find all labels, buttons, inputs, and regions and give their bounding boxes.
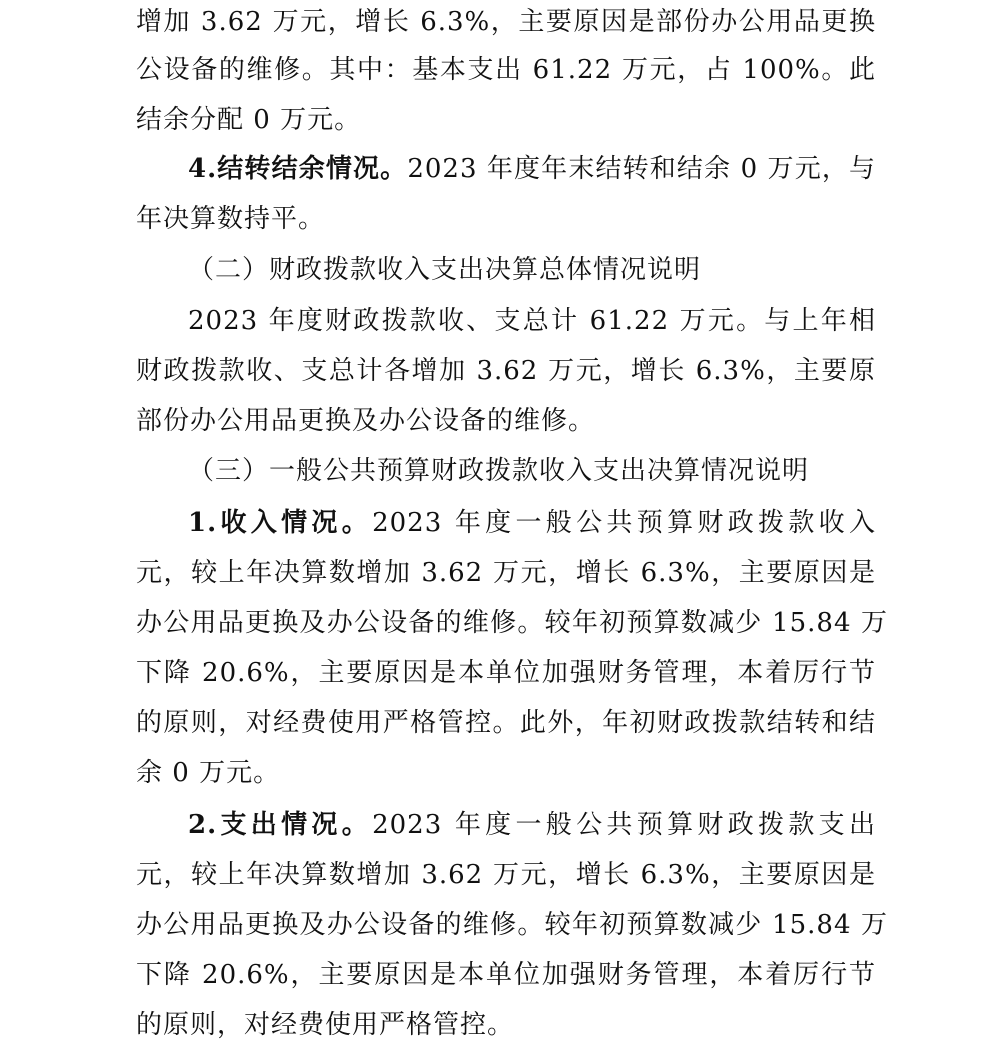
paragraph-line bbox=[136, 548, 876, 598]
paragraph-line bbox=[136, 850, 876, 900]
line-text: 办公用品更换及办公设备的维修。较年初预算数减少 15.84 万 bbox=[136, 608, 888, 638]
paragraph-line bbox=[188, 800, 876, 850]
section-lead: 1.收入情况。 bbox=[188, 508, 373, 538]
line-text: 年决算数持平。 bbox=[136, 204, 326, 234]
line-text: 2023 年度年末结转和结余 0 万元，与 bbox=[407, 154, 876, 184]
line-text: 的原则，对经费使用严格管控。 bbox=[136, 1010, 515, 1040]
section-heading bbox=[188, 446, 928, 496]
line-text: 结余分配 0 万元。 bbox=[136, 105, 362, 135]
line-text: 部份办公用品更换及办公设备的维修。 bbox=[136, 406, 596, 436]
paragraph-line bbox=[136, 648, 876, 698]
line-text: 2023 年度财政拨款收、支总计 61.22 万元。与上年相 bbox=[188, 306, 876, 336]
section-lead: 4.结转结余情况。 bbox=[188, 154, 408, 184]
paragraph-line bbox=[136, 698, 876, 748]
paragraph-line bbox=[136, 0, 876, 47]
paragraph-line bbox=[188, 144, 876, 194]
paragraph-line bbox=[136, 950, 876, 1000]
heading-text: （三）一般公共预算财政拨款收入支出决算情况说明 bbox=[188, 456, 810, 486]
paragraph-line bbox=[136, 598, 888, 648]
line-text: 财政拨款收、支总计各增加 3.62 万元，增长 6.3%，主要原 bbox=[136, 356, 876, 386]
paragraph-line bbox=[188, 498, 876, 548]
heading-text: （二）财政拨款收入支出决算总体情况说明 bbox=[188, 255, 702, 285]
paragraph-line bbox=[136, 95, 876, 145]
section-lead: 2.支出情况。 bbox=[188, 810, 373, 840]
paragraph-line bbox=[136, 900, 888, 950]
line-text: 元，较上年决算数增加 3.62 万元，增长 6.3%，主要原因是 bbox=[136, 558, 876, 588]
line-text: 办公用品更换及办公设备的维修。较年初预算数减少 15.84 万 bbox=[136, 910, 888, 940]
paragraph-line bbox=[136, 194, 876, 244]
section-heading bbox=[188, 245, 928, 295]
line-text: 公设备的维修。其中：基本支出 61.22 万元，占 100%。此 bbox=[136, 55, 876, 85]
paragraph-line bbox=[136, 748, 876, 798]
line-text: 下降 20.6%，主要原因是本单位加强财务管理，本着厉行节 bbox=[136, 960, 876, 990]
paragraph-line bbox=[136, 396, 876, 446]
line-text: 2023 年度一般公共预算财政拨款收入 bbox=[372, 508, 876, 538]
paragraph-line bbox=[188, 296, 876, 346]
paragraph-line bbox=[136, 45, 876, 95]
line-text: 的原则，对经费使用严格管控。此外，年初财政拨款结转和结 bbox=[136, 708, 876, 738]
line-text: 2023 年度一般公共预算财政拨款支出 bbox=[372, 810, 876, 840]
line-text: 增加 3.62 万元，增长 6.3%，主要原因是部份办公用品更换 bbox=[136, 7, 876, 37]
paragraph-line bbox=[136, 346, 876, 396]
line-text: 元，较上年决算数增加 3.62 万元，增长 6.3%，主要原因是 bbox=[136, 860, 876, 890]
line-text: 下降 20.6%，主要原因是本单位加强财务管理，本着厉行节 bbox=[136, 658, 876, 688]
line-text: 余 0 万元。 bbox=[136, 758, 281, 788]
